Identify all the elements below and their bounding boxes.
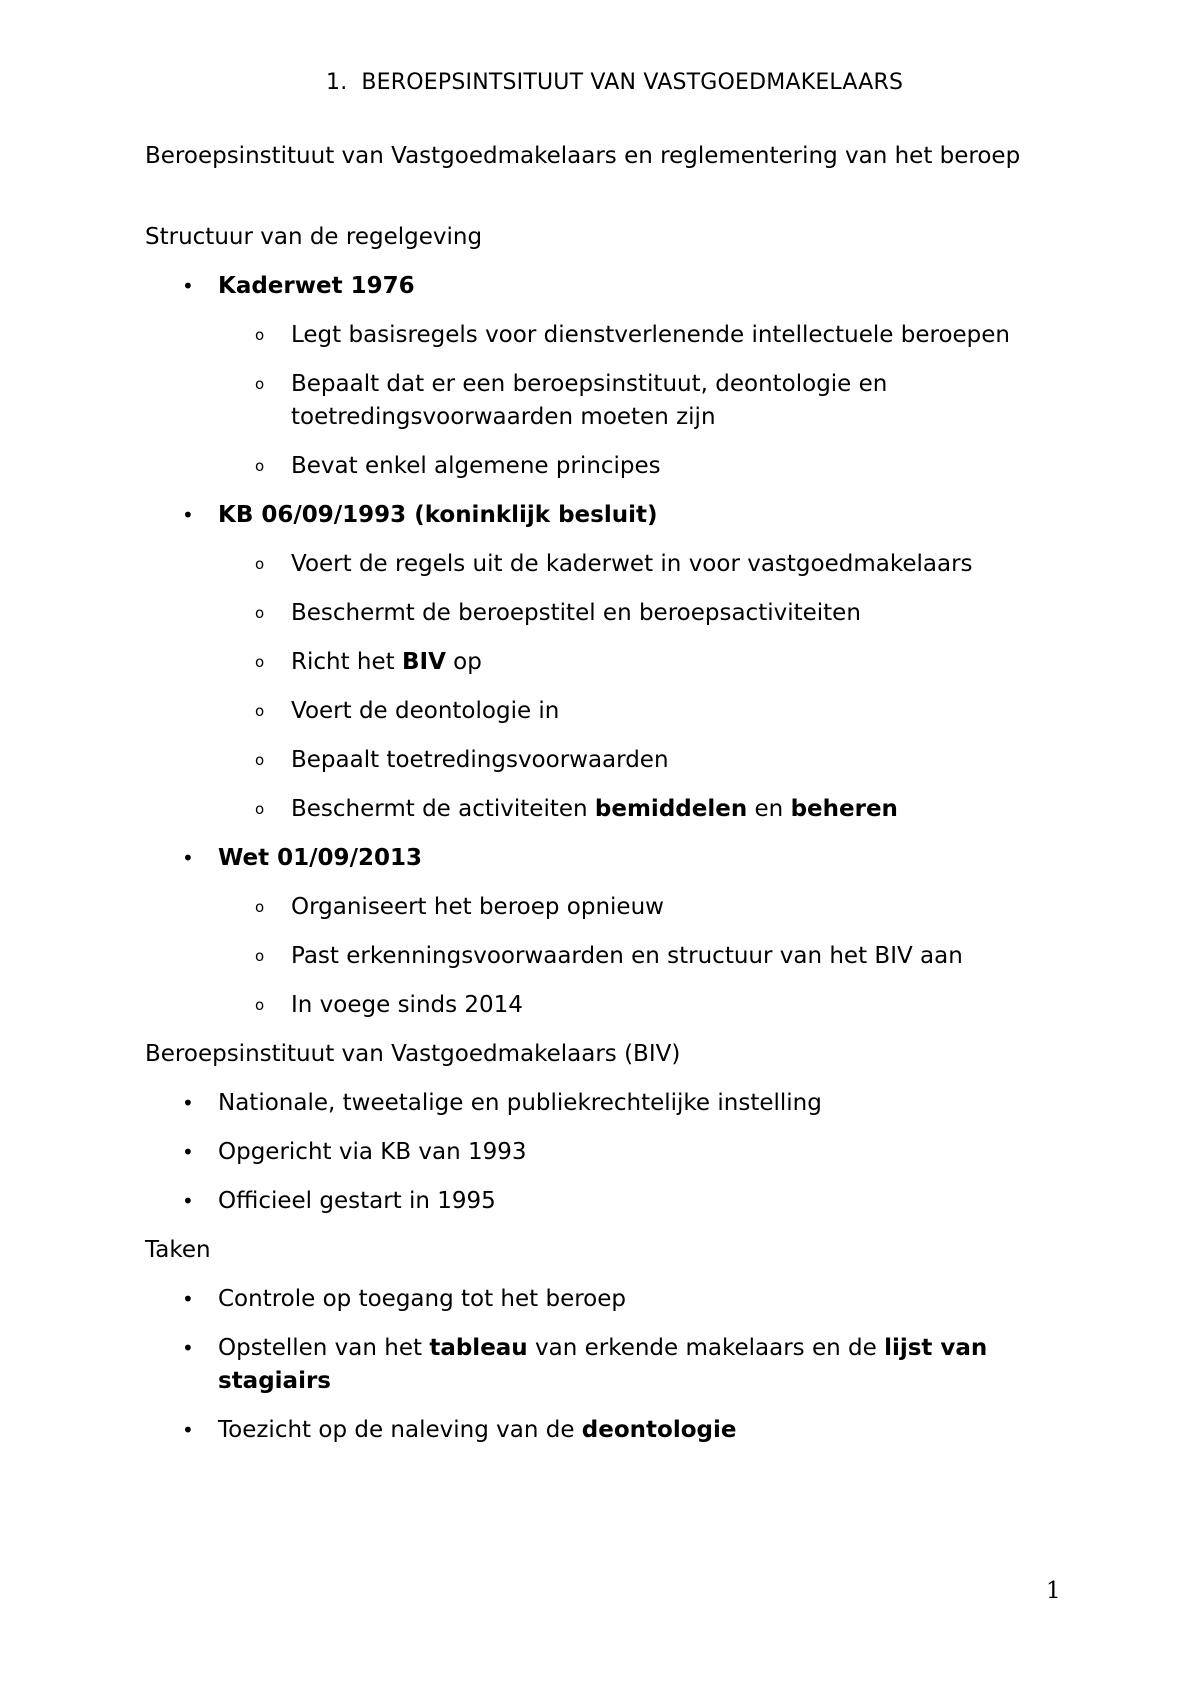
kb-item: Voert de deontologie in (291, 698, 560, 724)
sub-bullet-icon: o (255, 326, 265, 344)
bullet-icon: • (182, 846, 194, 870)
sub-bullet-icon: o (255, 898, 265, 916)
bullet-icon: • (182, 1140, 194, 1164)
bullet-icon: • (182, 1336, 194, 1360)
taken-item: Toezicht op de naleving van de deontologie (218, 1417, 737, 1443)
kaderwet-title: Kaderwet 1976 (218, 273, 415, 299)
taken-item: Opstellen van het tableau van erkende makelaars en de lijst van stagiairs (218, 1335, 988, 1394)
sub-bullet-icon: o (255, 996, 265, 1014)
biv-title: Beroepsinstituut van Vastgoedmakelaars (BIV) (145, 1041, 681, 1067)
bullet-icon: • (182, 1287, 194, 1311)
wet-title: Wet 01/09/2013 (218, 845, 422, 871)
wet-item: Past erkenningsvoorwaarden en structuur van het BIV aan (291, 943, 963, 969)
biv-item: Officieel gestart in 1995 (218, 1188, 496, 1214)
bullet-icon: • (182, 1091, 194, 1115)
kaderwet-item: Legt basisregels voor dienstverlenende intellectuele beroepen (291, 322, 1010, 348)
sub-bullet-icon: o (255, 800, 265, 818)
wet-item: In voege sinds 2014 (291, 992, 523, 1018)
biv-item: Nationale, tweetalige en publiekrechtelijke instelling (218, 1090, 822, 1116)
page-number: 1 (1046, 1578, 1061, 1604)
sub-bullet-icon: o (255, 604, 265, 622)
sub-bullet-icon: o (255, 555, 265, 573)
sub-bullet-icon: o (255, 375, 265, 393)
kb-title: KB 06/09/1993 (koninklijk besluit) (218, 502, 658, 528)
sub-bullet-icon: o (255, 947, 265, 965)
structure-title: Structuur van de regelgeving (145, 224, 483, 250)
bullet-icon: • (182, 1189, 194, 1213)
kb-item: Voert de regels uit de kaderwet in voor vastgoedmakelaars (291, 551, 973, 577)
sub-bullet-icon: o (255, 702, 265, 720)
wet-item: Organiseert het beroep opnieuw (291, 894, 664, 920)
chapter-heading (326, 70, 903, 95)
kb-item: Beschermt de beroepstitel en beroepsactiviteiten (291, 600, 861, 626)
kb-item: Beschermt de activiteiten bemiddelen en beheren (291, 796, 898, 822)
intro-paragraph: Beroepsinstituut van Vastgoedmakelaars en reglementering van het beroep (145, 143, 1021, 169)
sub-bullet-icon: o (255, 457, 265, 475)
kaderwet-item: Bevat enkel algemene principes (291, 453, 661, 479)
kb-item: Richt het BIV op (291, 649, 482, 675)
bullet-icon: • (182, 274, 194, 298)
kb-item: Bepaalt toetredingsvoorwaarden (291, 747, 669, 773)
bullet-icon: • (182, 1418, 194, 1442)
taken-title: Taken (145, 1237, 211, 1263)
heading-number: 1. (326, 70, 348, 95)
kaderwet-item: Bepaalt dat er een beroepsinstituut, deontologie en toetredingsvoorwaarden moeten zijn (291, 371, 888, 430)
taken-item: Controle op toegang tot het beroep (218, 1286, 627, 1312)
heading-text: BEROEPSINTSITUUT VAN VASTGOEDMAKELAARS (361, 70, 904, 95)
sub-bullet-icon: o (255, 653, 265, 671)
sub-bullet-icon: o (255, 751, 265, 769)
bullet-icon: • (182, 503, 194, 527)
biv-item: Opgericht via KB van 1993 (218, 1139, 527, 1165)
